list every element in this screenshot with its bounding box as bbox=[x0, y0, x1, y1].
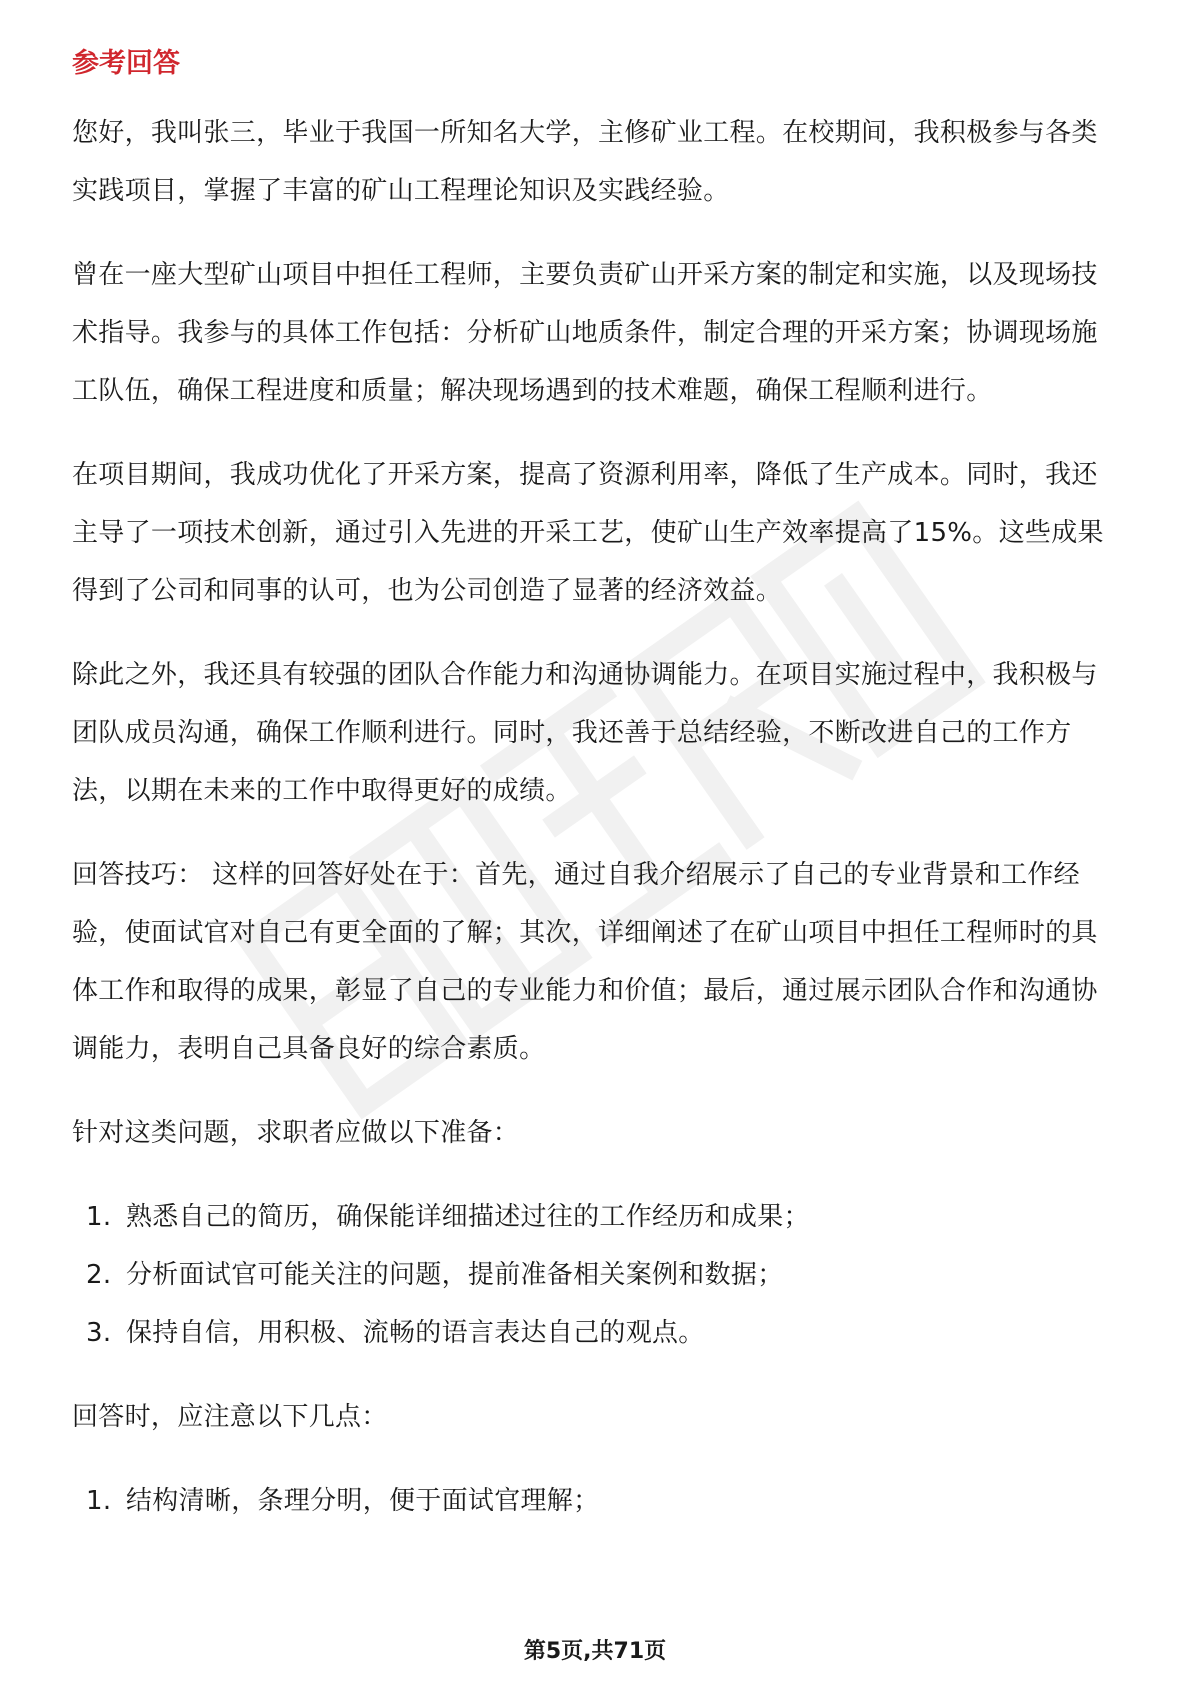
list-number: 1. bbox=[86, 1486, 112, 1516]
paragraph-tips: 回答技巧： 这样的回答好处在于：首先，通过自我介绍展示了自己的专业背景和工作经验，使面试官对自己有更全面的了解；其次，详细阐述了在矿山项目中担任工程师时的具体工作和取得的成果，彰显了自己的专业能力和价值；最后，通过展示团队合作和沟通协调能力，表明自己具备良好的综合素质。 bbox=[72, 860, 1098, 1064]
list-item bbox=[72, 1304, 1122, 1362]
document-page bbox=[72, 44, 1122, 1556]
paragraph-intro: 您好，我叫张三，毕业于我国一所知名大学，主修矿业工程。在校期间，我积极参与各类实践项目，掌握了丰富的矿山工程理论知识及实践经验。 bbox=[72, 118, 1098, 206]
list-text: 保持自信，用积极、流畅的语言表达自己的观点。 bbox=[126, 1318, 705, 1348]
paragraph-work: 曾在一座大型矿山项目中担任工程师，主要负责矿山开采方案的制定和实施，以及现场技术指导。我参与的具体工作包括：分析矿山地质条件，制定合理的开采方案；协调现场施工队伍，确保工程进度和质量；解决现场遇到的技术难题，确保工程顺利进行。 bbox=[72, 260, 1098, 406]
prep-list bbox=[72, 1188, 1122, 1362]
list-number: 1. bbox=[86, 1202, 112, 1232]
list-number: 3. bbox=[86, 1318, 112, 1348]
section-title: 参考回答 bbox=[72, 48, 180, 79]
paragraph-prep-intro: 针对这类问题，求职者应做以下准备： bbox=[72, 1118, 520, 1148]
list-item bbox=[72, 1246, 1122, 1304]
list-text: 分析面试官可能关注的问题，提前准备相关案例和数据； bbox=[126, 1260, 784, 1290]
paragraph-notes-intro: 回答时，应注意以下几点： bbox=[72, 1402, 388, 1432]
notes-list bbox=[72, 1472, 1122, 1530]
list-item bbox=[72, 1472, 1122, 1530]
page-footer: 第5页,共71页 bbox=[523, 1639, 667, 1664]
list-item bbox=[72, 1188, 1122, 1246]
paragraph-results: 在项目期间，我成功优化了开采方案，提高了资源利用率，降低了生产成本。同时，我还主导了一项技术创新，通过引入先进的开采工艺，使矿山生产效率提高了15%。这些成果得到了公司和同事的认可，也为公司创造了显著的经济效益。 bbox=[72, 460, 1104, 606]
list-number: 2. bbox=[86, 1260, 112, 1290]
paragraph-teamwork: 除此之外，我还具有较强的团队合作能力和沟通协调能力。在项目实施过程中，我积极与团队成员沟通，确保工作顺利进行。同时，我还善于总结经验，不断改进自己的工作方法，以期在未来的工作中取得更好的成绩。 bbox=[72, 660, 1098, 806]
list-text: 熟悉自己的简历，确保能详细描述过往的工作经历和成果； bbox=[126, 1202, 810, 1232]
list-text: 结构清晰，条理分明，便于面试官理解； bbox=[126, 1486, 600, 1516]
